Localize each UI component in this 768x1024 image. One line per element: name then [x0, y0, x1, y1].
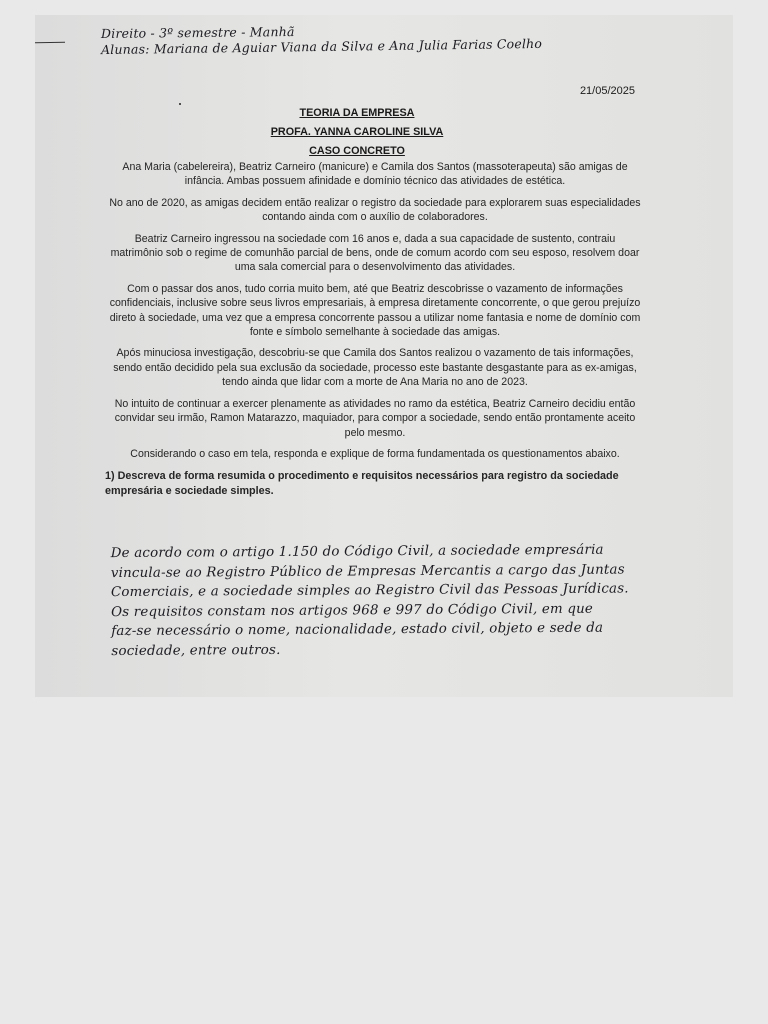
paragraph: Ana Maria (cabelereira), Beatriz Carneiro (manicure) e Camila dos Santos (massoterapeuta) são amigas de infância. Ambas possuem afinidade e domínio técnico das atividades de estética.	[122, 161, 628, 188]
answer-line: Comerciais, e a sociedade simples ao Registro Civil das Pessoas Jurídicas.	[110, 581, 629, 601]
document-photo	[35, 15, 733, 697]
answer-line: De acordo com o artigo 1.150 do Código Civil, a sociedade empresária	[110, 542, 604, 562]
answer-line: Os requisitos constam nos artigos 968 e 997 do Código Civil, em que	[111, 601, 594, 620]
paragraph: Após minuciosa investigação, descobriu-se que Camila dos Santos realizou o vazamento de tais informações, sendo então decidido pela sua exclusão da sociedade, processo este bastante desgastante para as ex-amigas, tendo ainda que lidar com a morte de Ana Maria no ano de 2023.	[113, 347, 637, 389]
margin-pen-mark	[35, 42, 65, 44]
handwritten-course-line: Direito - 3º semestre - Manhã	[100, 23, 295, 42]
question-1: 1) Descreva de forma resumida o procedimento e requisitos necessários para registro da sociedade empresária e sociedade simples.	[105, 470, 619, 497]
case-text	[105, 160, 642, 498]
paragraph: Com o passar dos anos, tudo corria muito bem, até que Beatriz descobrisse o vazamento de informações confidenciais, inclusive sobre seus livros empresariais, à empresa diretamente concorrente, o que gerou prejuízo direto à sociedade, uma vez que a empresa concorrente passou a utilizar nome fantasia e nome de domínio com fonte e símbolo semelhante à sociedade das amigas.	[109, 282, 641, 339]
handwritten-answer	[111, 540, 712, 661]
document-date: 21/05/2025	[579, 85, 635, 97]
paragraph: Beatriz Carneiro ingressou na sociedade com 16 anos e, dada a sua capacidade de sustento, contraiu matrimônio sob o regime de comunhão parcial de bens, onde de comum acordo com seu esposo, resolvem doar uma sala comercial para o desenvolvimento das atividades.	[110, 232, 640, 274]
answer-line: vincula-se ao Registro Público de Empresas Mercantis a cargo das Juntas	[110, 562, 625, 581]
handwritten-students-line: Alunas: Mariana de Aguiar Viana da Silva e Ana Julia Farias Coelho	[100, 35, 543, 58]
paragraph: Considerando o caso em tela, responda e explique de forma fundamentada os questionamentos abaixo.	[130, 447, 620, 460]
paragraph: No intuito de continuar a exercer plenamente as atividades no ramo da estética, Beatriz Carneiro decidiu então convidar seu irmão, Ramon Matarazzo, maquiador, para compor a sociedade, sendo então prontamente aceito pelo mesmo.	[114, 397, 636, 439]
case-heading: CASO CONCRETO	[309, 145, 405, 157]
answer-line: sociedade, entre outros.	[111, 642, 281, 659]
document-title: TEORIA DA EMPRESA	[299, 107, 415, 119]
professor-name: PROFA. YANNA CAROLINE SILVA	[270, 126, 444, 138]
ink-dot	[179, 103, 181, 105]
answer-line: faz-se necessário o nome, nacionalidade, estado civil, objeto e sede da	[111, 620, 604, 640]
paragraph: No ano de 2020, as amigas decidem então realizar o registro da sociedade para explorarem suas especialidades contando ainda com o auxílio de colaboradores.	[109, 196, 641, 224]
